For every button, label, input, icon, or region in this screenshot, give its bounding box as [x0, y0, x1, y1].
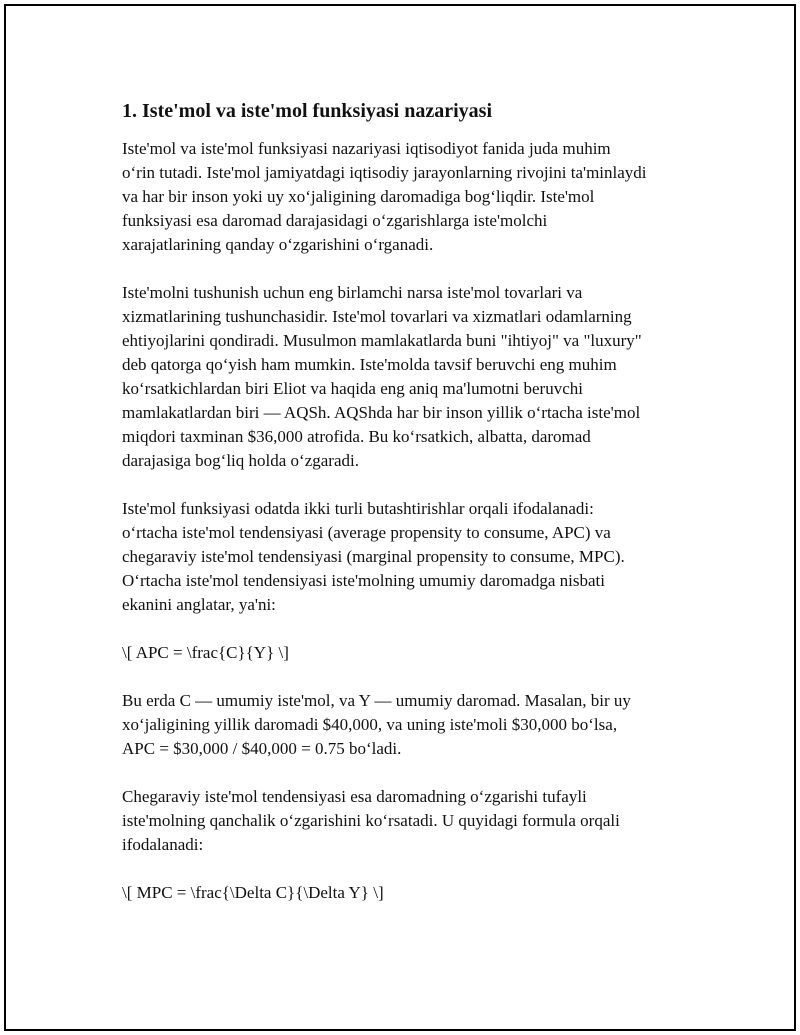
formula-apc: \[ APC = \frac{C}{Y} \]: [122, 643, 289, 662]
document-body: [122, 98, 702, 929]
section-heading: 1. Iste'mol va iste'mol funksiyasi nazariyasi: [122, 100, 493, 122]
paragraph-propensities: Iste'mol funksiyasi odatda ikki turli butashtirishlar orqali ifodalanadi: o‘rtacha iste'mol tendensiyasi (average propensity to consume, APC) va chegaraviy iste'mol tendensiyasi (marginal propensity to consume, MPC). O‘rtacha iste'mol tendensiyasi iste'molning umumiy daromadga nisbati ekanini anglatar, ya'ni:: [122, 499, 625, 614]
document-page: [4, 4, 796, 1031]
paragraph-apc-example: Bu erda C — umumiy iste'mol, va Y — umumiy daromad. Masalan, bir uy xo‘jaligining yillik daromadi $40,000, va uning iste'moli $30,000 bo‘lsa, APC = $30,000 / $40,000 = 0.75 bo‘ladi.: [122, 691, 631, 758]
paragraph-intro: Iste'mol va iste'mol funksiyasi nazariyasi iqtisodiyot fanida juda muhim o‘rin tutadi. Iste'mol jamiyatdagi iqtisodiy jarayonlarning rivojini ta'minlaydi va har bir inson yoki uy xo‘jaligining daromadiga bog‘liqdir. Iste'mol funksiyasi esa daromad darajasidagi o‘zgarishlarga iste'molchi xarajatlarining qanday o‘zgarishini o‘rganadi.: [122, 139, 647, 254]
paragraph-consumer-goods: Iste'molni tushunish uchun eng birlamchi narsa iste'mol tovarlari va xizmatlarining tushunchasidir. Iste'mol tovarlari va xizmatlari odamlarning ehtiyojlarini qondiradi. Musulmon mamlakatlarda buni "ihtiyoj" va "luxury" deb qatorga qo‘yish ham mumkin. Iste'molda tavsif beruvchi eng muhim ko‘rsatkichlardan biri Eliot va haqida eng aniq ma'lumotni beruvchi mamlakatlardan biri — AQSh. AQShda har bir inson yillik o‘rtacha iste'mol miqdori taxminan $36,000 atrofida. Bu ko‘rsatkich, albatta, daromad darajasiga bog‘liq holda o‘zgaradi.: [122, 283, 642, 470]
formula-mpc: \[ MPC = \frac{\Delta C}{\Delta Y} \]: [122, 883, 384, 902]
paragraph-mpc: Chegaraviy iste'mol tendensiyasi esa daromadning o‘zgarishi tufayli iste'molning qanchalik o‘zgarishini ko‘rsatadi. U quyidagi formula orqali ifodalanadi:: [122, 787, 620, 854]
